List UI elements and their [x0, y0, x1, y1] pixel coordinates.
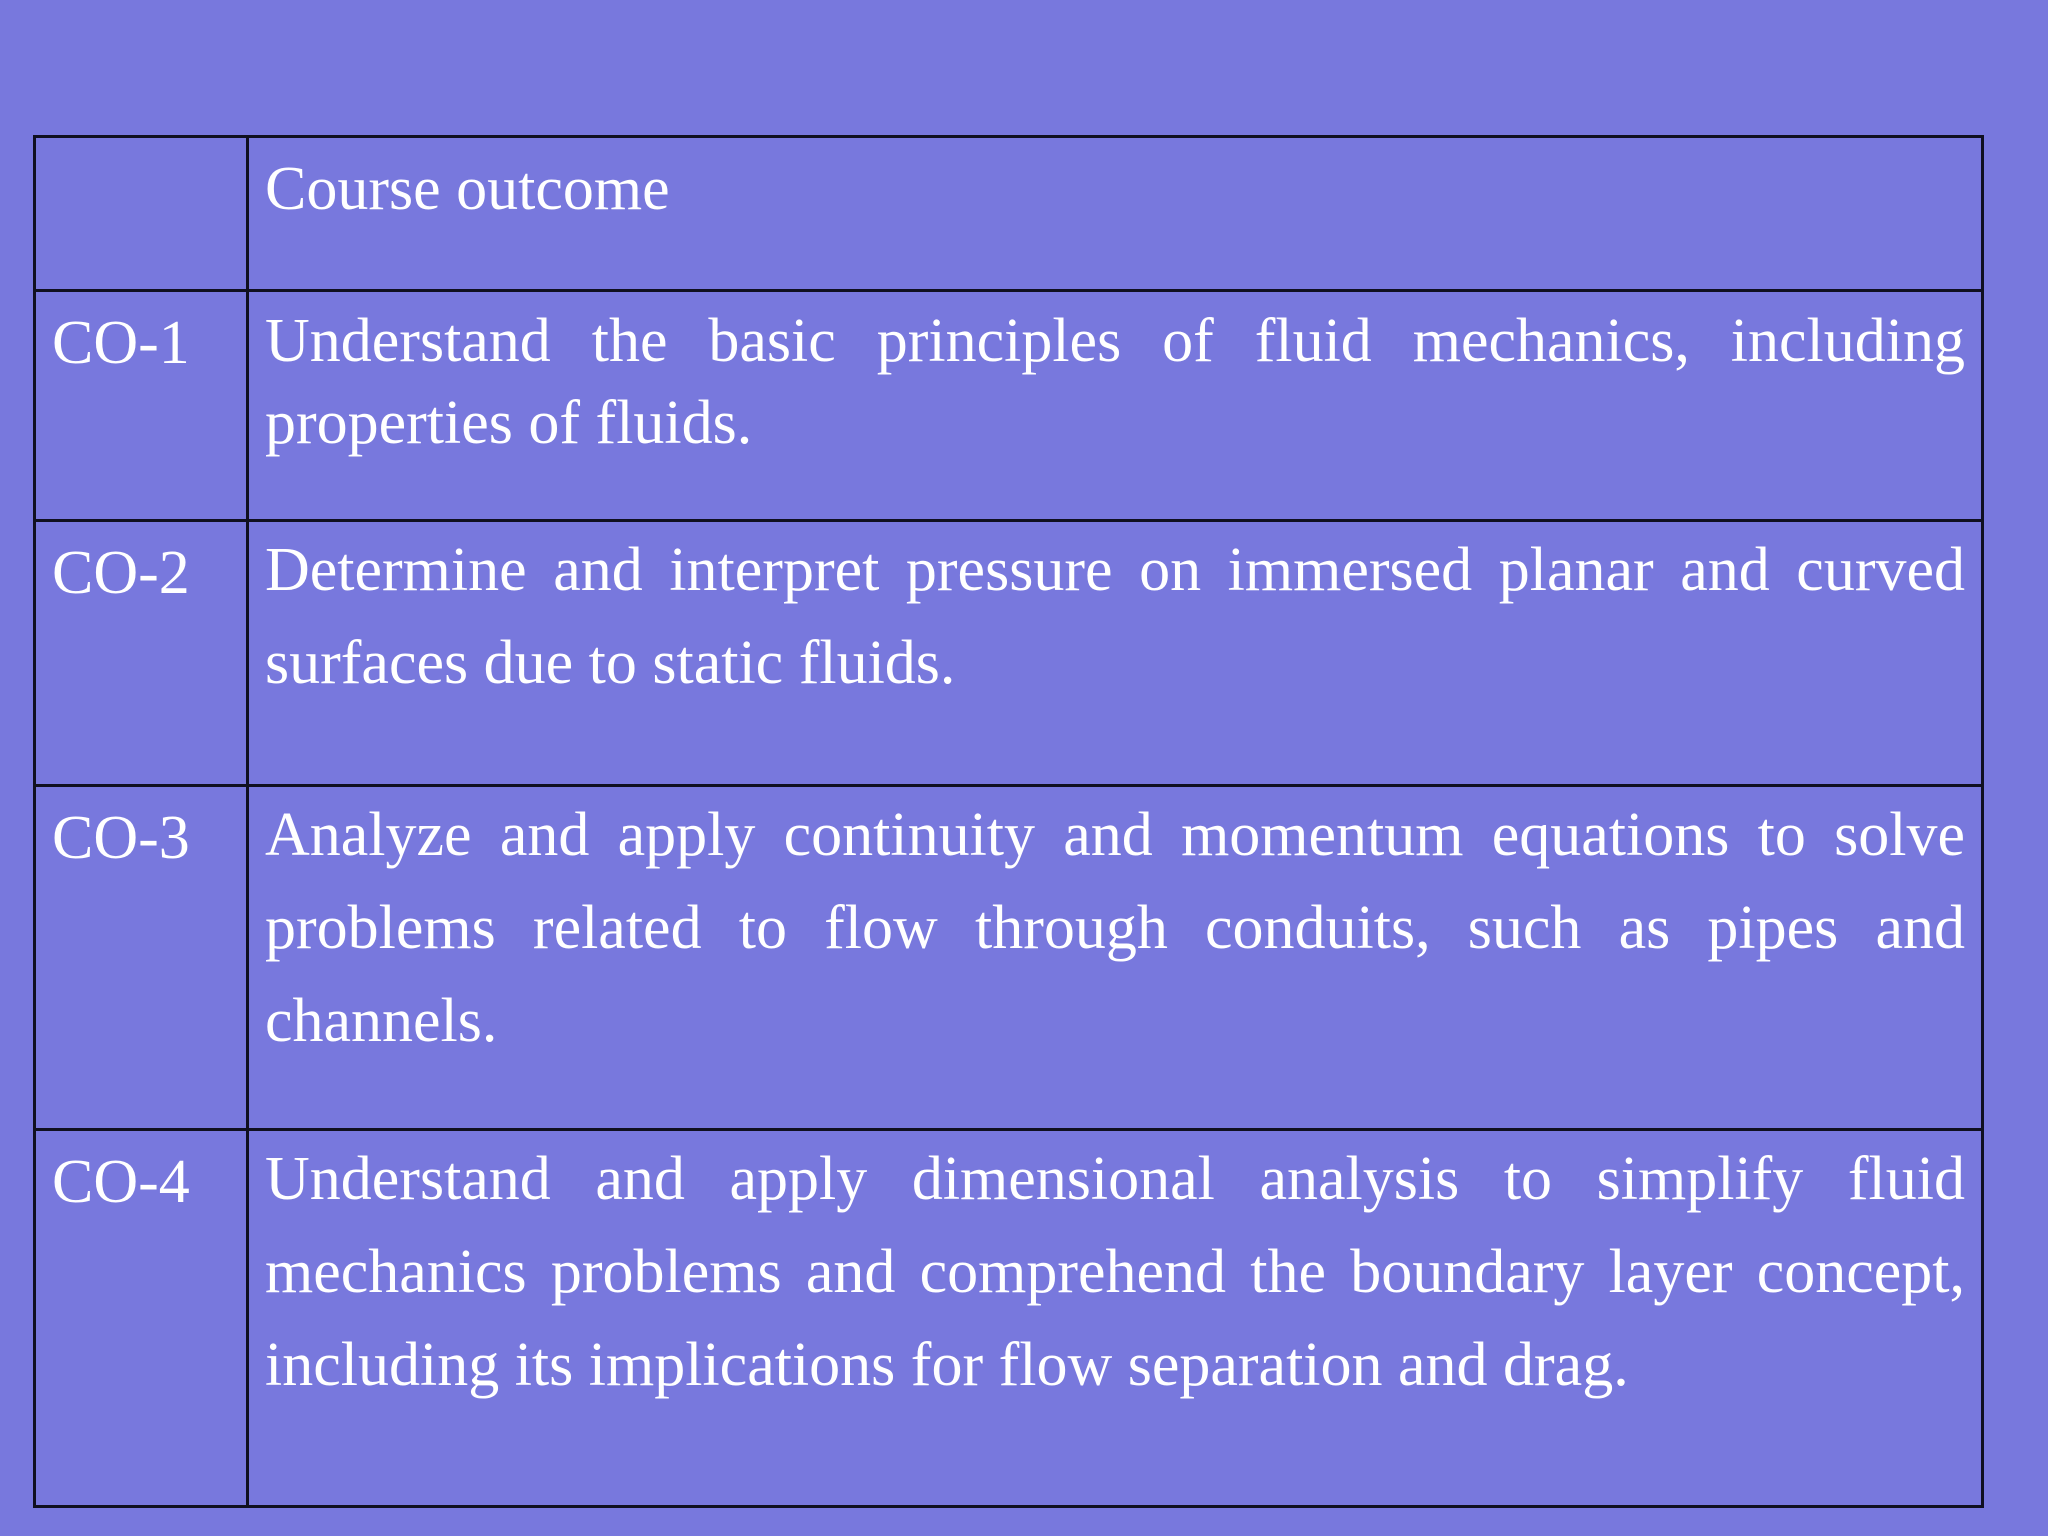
header-code-label: [36, 138, 246, 144]
table-header-row: [35, 137, 1983, 291]
table-row: [35, 521, 1983, 786]
co-outcome-text: Analyze and apply continuity and momentum equations to solve problems related to flow through conduits, such as pipes and channels.: [265, 801, 1965, 1055]
course-outcomes-table: [33, 135, 1984, 1508]
co-outcome-cell: [248, 291, 1983, 521]
co-code-cell: [35, 291, 248, 521]
co-outcome-cell: [248, 521, 1983, 786]
co-outcome-text: Understand and apply dimensional analysis to simplify fluid mechanics problems and comprehend the boundary layer concept, including its implications for flow separation and drag.: [265, 1145, 1965, 1399]
header-code-cell: [35, 137, 248, 291]
co-outcome-cell: [248, 1130, 1983, 1507]
co-code: CO-4: [52, 1148, 190, 1216]
co-outcome-text: Understand the basic principles of fluid mechanics, including properties of fluids.: [265, 307, 1965, 457]
co-code-cell: [35, 786, 248, 1130]
header-outcome-cell: [248, 137, 1983, 291]
co-outcome-text: Determine and interpret pressure on immersed planar and curved surfaces due to static fluids.: [265, 536, 1965, 697]
co-code: CO-2: [52, 539, 190, 607]
table-row: [35, 291, 1983, 521]
header-outcome-label: Course outcome: [265, 155, 670, 223]
co-code-cell: [35, 1130, 248, 1507]
co-outcome-cell: [248, 786, 1983, 1130]
table-row: [35, 786, 1983, 1130]
co-code: CO-3: [52, 804, 190, 872]
co-code-cell: [35, 521, 248, 786]
table-row: [35, 1130, 1983, 1507]
co-code: CO-1: [52, 309, 190, 377]
